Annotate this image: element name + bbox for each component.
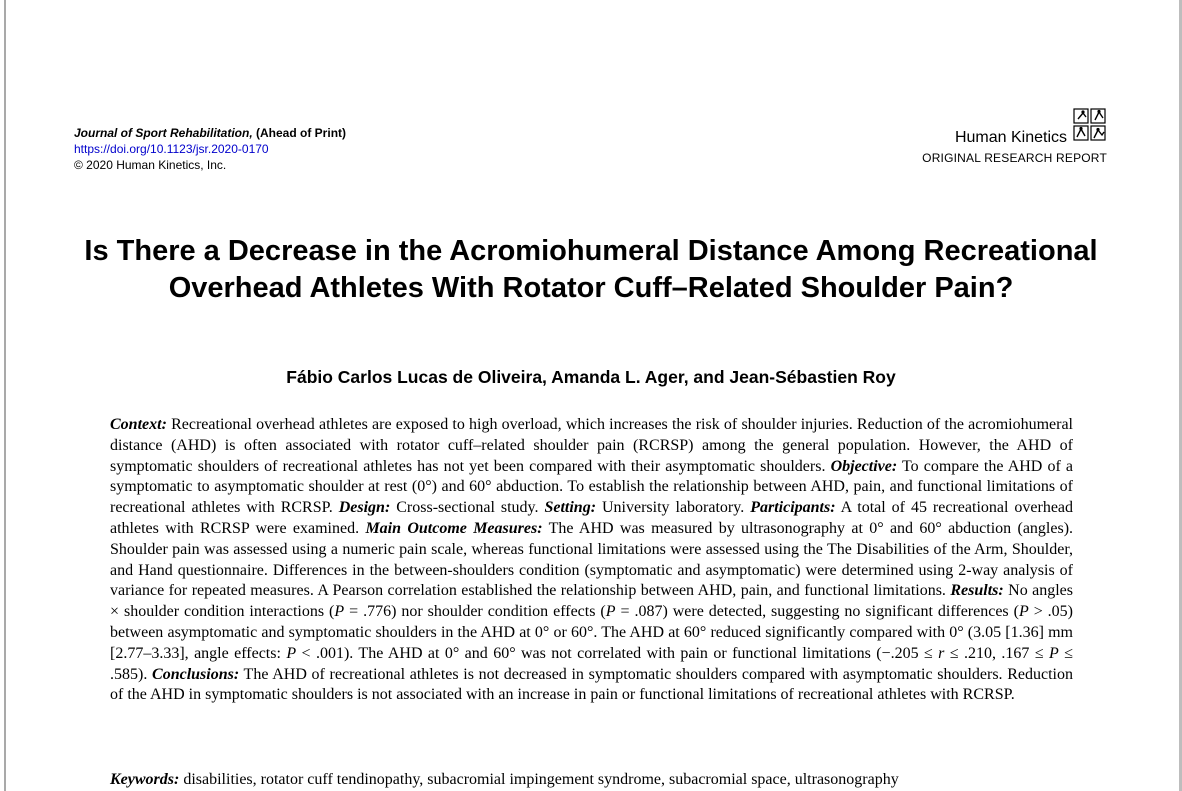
abstract-context: Recreational overhead athletes are exposed to high overload, which increases the risk of shoulder injuries. Reduction of the acromiohumeral distance (AHD) is often associated with rotator cuff–related shoulder pain (RCRSP) among the general population. However, the AHD of symptomatic shoulders of recreational athletes has not yet been compared with their asymptomatic shoulders. <box>110 416 1074 475</box>
abstract-results-2: = .776) nor shoulder condition effects ( <box>344 603 606 621</box>
p-value-symbol: P <box>1018 603 1029 621</box>
abstract-results-6: ≤ .210, .167 ≤ <box>944 644 1050 662</box>
copyright: © 2020 Human Kinetics, Inc. <box>74 158 227 172</box>
publisher-name: Human Kinetics <box>954 129 1067 146</box>
abstract-participants: A total of 45 recreational overhead athletes with RCRSP were examined. <box>110 499 1074 537</box>
keywords-text: disabilities, rotator cuff tendinopathy, subacromial impingement syndrome, subacromial space, ultrasonography <box>183 771 899 788</box>
publisher-block <box>922 108 1107 165</box>
abstract-results-4: > .05) between asymptomatic and symptomatic shoulders in the AHD at 0° or 60°. The AHD at 60° reduced significantly compared with 0° (3.05 [1.36] mm [2.77–3.33], angle effects: <box>110 603 1073 662</box>
abstract-label-design: Design: <box>338 499 391 517</box>
article-title: Is There a Decrease in the Acromiohumeral Distance Among Recreational Overhead Athletes With Rotator Cuff–Related Shoulder Pain? <box>84 235 1098 304</box>
abstract <box>110 415 1073 706</box>
abstract-label-objective: Objective: <box>830 457 898 475</box>
p-value-symbol: P <box>605 603 616 621</box>
journal-title-line <box>74 125 346 141</box>
p-value-symbol: P <box>334 603 345 621</box>
abstract-label-results: Results: <box>950 582 1004 600</box>
p-value-symbol: P <box>286 644 297 662</box>
journal-status: (Ahead of Print) <box>256 126 347 140</box>
abstract-label-conclusions: Conclusions: <box>152 665 240 683</box>
abstract-objective: To compare the AHD of a symptomatic to asymptomatic shoulder at rest (0°) and 60° abduction. To establish the relationship between AHD, pain, and functional limitations of recreational athletes with RCRSP. <box>110 457 1073 517</box>
keywords <box>110 770 1073 790</box>
journal-info <box>74 125 346 173</box>
abstract-results-3: = .087) were detected, suggesting no significant differences ( <box>615 603 1019 621</box>
abstract-results-5: < .001). The AHD at 0° and 60° was not correlated with pain or functional limitations (−.205 ≤ <box>296 644 939 662</box>
journal-title: Journal of Sport Rehabilitation, <box>74 126 253 140</box>
abstract-setting: University laboratory. <box>602 499 745 517</box>
abstract-label-participants: Participants: <box>750 499 836 517</box>
human-kinetics-logo-icon <box>1073 108 1107 148</box>
abstract-label-setting: Setting: <box>544 499 597 517</box>
abstract-conclusions: The AHD of recreational athletes is not decreased in symptomatic shoulders compared with asymptomatic shoulders. Reduction of the AHD in symptomatic shoulders is not associated with an increase in pain or functional limitations of recreational athletes with RCRSP. <box>110 665 1074 704</box>
doi-link[interactable]: https://doi.org/10.1123/jsr.2020-0170 <box>74 142 269 156</box>
abstract-design: Cross-sectional study. <box>396 499 539 517</box>
page-left-edge <box>4 0 6 791</box>
abstract-label-measures: Main Outcome Measures: <box>365 519 543 537</box>
article-authors: Fábio Carlos Lucas de Oliveira, Amanda L. Ager, and Jean-Sébastien Roy <box>286 367 896 387</box>
keywords-label: Keywords: <box>110 771 180 788</box>
abstract-label-context: Context: <box>110 416 167 433</box>
abstract-results-7: ≤ .585). <box>110 644 1074 683</box>
r-value-symbol: r <box>938 644 945 662</box>
article-type: ORIGINAL RESEARCH REPORT <box>922 151 1107 165</box>
abstract-measures: The AHD was measured by ultrasonography at 0° and 60° abduction (angles). Shoulder pain was assessed using a numeric pain scale, whereas functional limitations were assessed using the The Disabilities of the Arm, Shoulder, and Hand questionnaire. Differences in the between-shoulders condition (symptomatic and asymptomatic) were determined using 2-way analysis of variance for repeated measures. A Pearson correlation established the relationship between AHD, pain, and functional limitations. <box>110 519 1074 600</box>
p-value-symbol: P <box>1049 644 1059 662</box>
abstract-results-1: No angles × shoulder condition interactions ( <box>110 582 1074 621</box>
